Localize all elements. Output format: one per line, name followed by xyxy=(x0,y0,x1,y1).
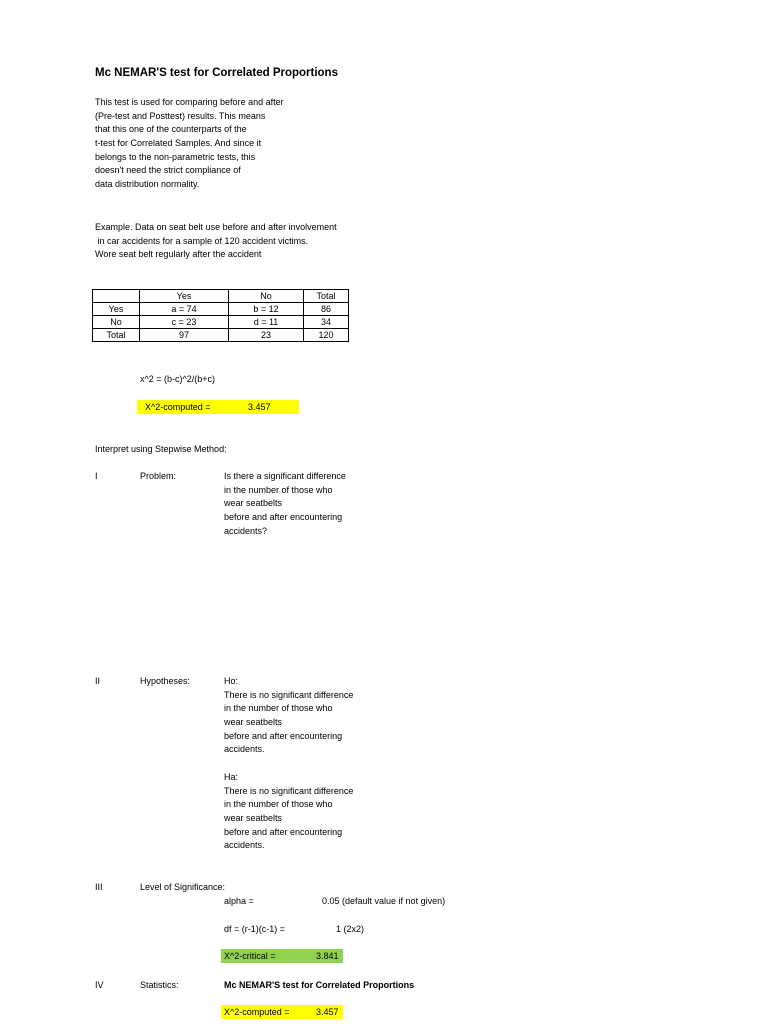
intro-line: data distribution normality. xyxy=(95,179,200,190)
df-value: 1 (2x2) xyxy=(336,924,365,934)
table-cell: 97 xyxy=(140,329,229,342)
df-label: df = (r-1)(c-1) = xyxy=(224,924,286,934)
table-cell: c = 23 xyxy=(140,316,229,329)
problem-line: accidents? xyxy=(224,525,268,536)
step-numeral: IV xyxy=(95,980,104,990)
problem-line: Is there a significant difference xyxy=(224,471,346,481)
table-cell: No xyxy=(93,316,140,329)
ho-line: in the number of those who xyxy=(224,703,333,714)
ho-line: accidents. xyxy=(224,744,265,755)
ha-label: Ha: xyxy=(224,772,239,782)
page-title: Mc NEMAR'S test for Correlated Proportions xyxy=(95,67,338,79)
table-cell: Yes xyxy=(93,303,140,316)
statistics-test-name: Mc NEMAR'S test for Correlated Proportions xyxy=(224,980,415,990)
null-hypothesis xyxy=(224,675,353,757)
example-line: Wore seat belt regularly after the accident xyxy=(95,249,262,260)
ho-label: Ho: xyxy=(224,676,239,686)
problem-line: before and after encountering xyxy=(224,512,343,523)
step-label: Problem: xyxy=(140,471,177,481)
computed-label: X^2-computed = xyxy=(145,402,211,412)
example-line: in car accidents for a sample of 120 accident victims. xyxy=(95,235,309,246)
table-header-cell xyxy=(93,290,140,303)
ha-line: in the number of those who xyxy=(224,799,333,810)
ho-line: wear seatbelts xyxy=(224,717,283,728)
table-cell: 86 xyxy=(304,303,349,316)
contingency-table xyxy=(92,289,349,342)
intro-line: belongs to the non-parametric tests, this xyxy=(95,151,256,162)
ha-line: wear seatbelts xyxy=(224,813,283,824)
table-header-row xyxy=(93,290,349,303)
critical-value: 3.841 xyxy=(316,951,339,961)
intro-line: This test is used for comparing before and after xyxy=(95,97,284,107)
table-row xyxy=(93,329,349,342)
table-header-cell: Total xyxy=(304,290,349,303)
intro-line: t-test for Correlated Samples. And since it xyxy=(95,138,262,149)
ha-line: before and after encountering xyxy=(224,826,343,837)
problem-line: wear seatbelts xyxy=(224,498,283,509)
example-line: Example. Data on seat belt use before and after involvement xyxy=(95,222,337,232)
table-cell: b = 12 xyxy=(229,303,304,316)
step-label: Hypotheses: xyxy=(140,676,191,686)
table-cell: 23 xyxy=(229,329,304,342)
computed-value: 3.457 xyxy=(248,402,271,412)
ho-line: There is no significant difference xyxy=(224,689,354,700)
table-header-cell: Yes xyxy=(140,290,229,303)
intro-line: (Pre-test and Posttest) results. This means xyxy=(95,110,266,121)
alpha-value: 0.05 (default value if not given) xyxy=(322,896,446,906)
alpha-label: alpha = xyxy=(224,896,254,906)
step-label: Level of Significance: xyxy=(140,882,226,892)
table-cell: 120 xyxy=(304,329,349,342)
step-numeral: III xyxy=(95,882,103,892)
statistics-computed-value: 3.457 xyxy=(316,1007,339,1017)
intro-line: that this one of the counterparts of the xyxy=(95,124,247,135)
ha-line: accidents. xyxy=(224,840,265,851)
statistics-computed-label: X^2-computed = xyxy=(224,1007,290,1017)
step-numeral: II xyxy=(95,676,101,686)
table-cell: d = 11 xyxy=(229,316,304,329)
computed-highlight xyxy=(137,400,299,414)
example-paragraph xyxy=(95,221,337,262)
critical-highlight xyxy=(221,949,343,963)
formula: x^2 = (b-c)^2/(b+c) xyxy=(140,374,215,384)
ho-line: before and after encountering xyxy=(224,730,343,741)
problem-text xyxy=(224,470,346,538)
critical-label: X^2-critical = xyxy=(224,951,276,961)
table-header-cell: No xyxy=(229,290,304,303)
table-cell: a = 74 xyxy=(140,303,229,316)
intro-line: doesn't need the strict compliance of xyxy=(95,165,241,176)
table-cell: 34 xyxy=(304,316,349,329)
interpret-heading: Interpret using Stepwise Method: xyxy=(95,444,227,454)
ha-line: There is no significant difference xyxy=(224,785,354,796)
statistics-computed-highlight xyxy=(221,1005,343,1019)
table-cell: Total xyxy=(93,329,140,342)
alternative-hypothesis xyxy=(224,771,353,853)
step-label: Statistics: xyxy=(140,980,179,990)
table-row xyxy=(93,303,349,316)
problem-line: in the number of those who xyxy=(224,484,333,495)
step-numeral: I xyxy=(95,471,98,481)
intro-paragraph xyxy=(95,96,284,192)
table-row xyxy=(93,316,349,329)
